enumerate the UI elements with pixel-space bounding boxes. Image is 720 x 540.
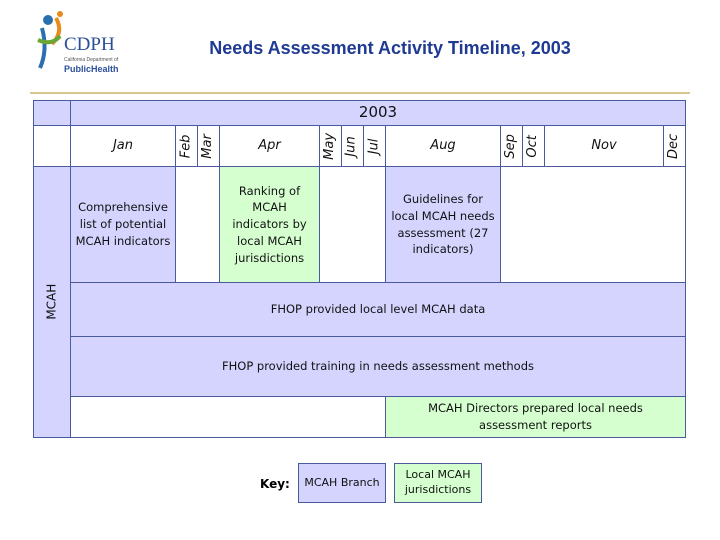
month-nov: Nov [544,125,664,167]
key-local-jurisdictions: Local MCAH jurisdictions [394,463,482,503]
month-jul-label: Jul [366,138,382,154]
month-may [319,125,342,167]
title-divider [30,92,690,94]
year-header: 2003 [70,100,686,126]
key-label: Key: [260,477,290,491]
activity-comprehensive-list: Comprehensive list of potential MCAH indicators [70,166,176,283]
month-apr: Apr [219,125,320,167]
month-aug: Aug [385,125,501,167]
logo-public-health-text: PublicHealth [64,64,119,74]
activity-guidelines: Guidelines for local MCAH needs assessment (27 indicators) [385,166,501,283]
activity-ranking: Ranking of MCAH indicators by local MCAH jurisdictions [219,166,320,283]
activity-fhop-training: FHOP provided training in needs assessment methods [70,336,686,397]
month-dec [663,125,686,167]
month-corner [33,125,71,167]
month-oct-label: Oct [525,134,541,158]
empty-sep-dec [500,166,686,283]
activity-directors-reports: MCAH Directors prepared local needs assessment reports [385,396,686,438]
empty-feb-mar [175,166,220,283]
month-jun [341,125,364,167]
mcah-side-text: MCAH [44,284,59,320]
activity-fhop-data: FHOP provided local level MCAH data [70,282,686,337]
month-mar-label: Mar [200,133,216,159]
month-jan: Jan [70,125,176,167]
month-feb [175,125,198,167]
empty-jan-jul [70,396,386,438]
month-oct [522,125,545,167]
month-dec-label: Dec [666,133,682,159]
month-feb-label: Feb [178,134,194,158]
month-sep [500,125,523,167]
key-mcah-branch: MCAH Branch [298,463,386,503]
month-sep-label: Sep [503,133,519,159]
month-jul [363,125,386,167]
month-mar [197,125,220,167]
cdph-logo [34,10,120,80]
page-title: Needs Assessment Activity Timeline, 2003 [209,38,571,58]
logo-dept-text: California Department of [64,57,119,63]
logo-cdph-text: CDPH [64,34,115,55]
mcah-side-label [33,166,71,438]
month-jun-label: Jun [344,135,360,157]
month-may-label: May [322,132,338,160]
empty-may-jul [319,166,386,283]
corner-cell [33,100,71,126]
